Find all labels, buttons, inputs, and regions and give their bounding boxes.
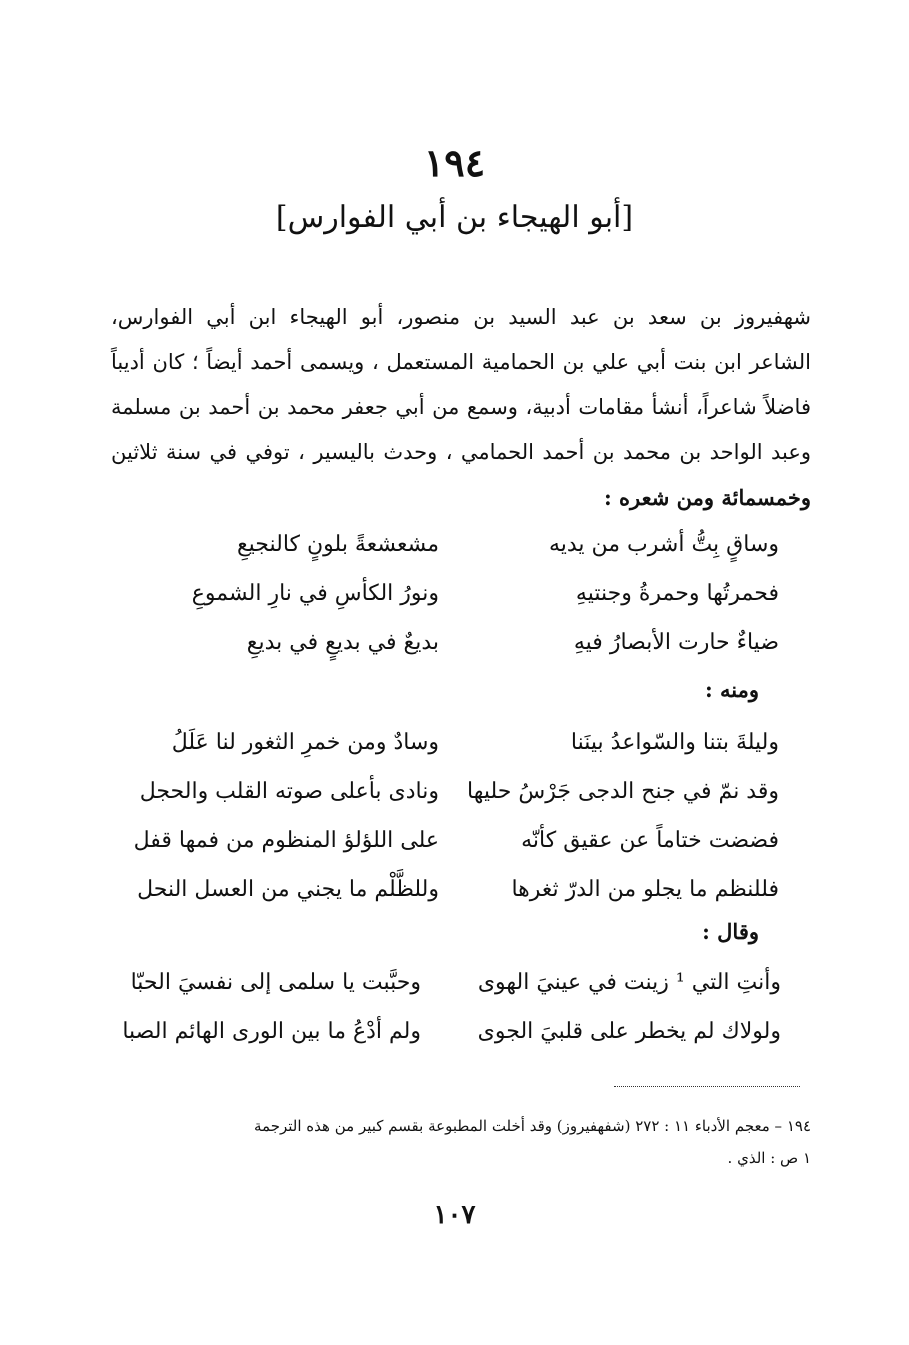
first-hemistich: ولولاك لم يخطر على قلبيَ الجوى <box>477 1019 781 1044</box>
verse-line <box>119 569 779 618</box>
verse-line <box>119 865 779 914</box>
footnote-divider <box>614 1086 800 1087</box>
second-hemistich: على اللؤلؤ المنظوم من فمها قفل <box>133 828 439 853</box>
poem-2 <box>119 718 779 914</box>
entry-number: ١٩٤ <box>423 140 486 185</box>
footnotes <box>111 1110 811 1174</box>
first-hemistich: وقد نمّ في جنح الدجى جَرْسُ حليها <box>467 779 779 804</box>
prose-line: وخمسمائة ومن شعره : <box>603 485 811 510</box>
second-hemistich: وسادٌ ومن خمرِ الثغور لنا عَلَلُ <box>171 730 439 755</box>
entry-title: [أبو الهيجاء بن أبي الفوارس] <box>275 200 634 235</box>
first-hemistich: ضياءٌ حارت الأبصارُ فيهِ <box>573 630 779 655</box>
poem-1 <box>119 520 779 667</box>
first-hemistich: فضضت ختاماً عن عقيق كأنّه <box>521 828 779 853</box>
verse-line <box>119 816 779 865</box>
second-hemistich: مشعشعةً بلونٍ كالنجيعِ <box>236 532 439 557</box>
verse-line <box>119 767 779 816</box>
second-hemistich: ولم أدْعُ ما بين الورى الهائم الصبا <box>122 1019 421 1044</box>
second-hemistich: ونورُ الكأسِ في نارِ الشموعِ <box>191 581 439 606</box>
prose-line: الشاعر ابن بنت أبي علي بن الحمامية المستعمل ، ويسمى أحمد أيضاً ؛ كان أديباً <box>111 350 811 374</box>
verse-line <box>119 718 779 767</box>
second-hemistich: وللظَّلْم ما يجني من العسل النحل <box>137 877 439 902</box>
verse-line <box>119 618 779 667</box>
footnote: ١٩٤ – معجم الأدباء ١١ : ٢٧٢ (شفهفيروز) وقد أخلت المطبوعة بقسم كبير من هذه الترجمة <box>254 1117 811 1135</box>
first-hemistich: فللنظم ما يجلو من الدرّ ثغرها <box>511 877 779 902</box>
prose-line: فاضلاً شاعراً، أنشأ مقامات أدبية، وسمع من أبي جعفر محمد بن أحمد بن مسلمة <box>111 395 811 419</box>
second-hemistich: ونادى بأعلى صوته القلب والحجل <box>139 779 439 804</box>
first-hemistich: وليلةَ بتنا والسّواعدُ بينَنا <box>570 730 779 755</box>
prose-line: وعبد الواحد بن محمد بن أحمد الحمامي ، وحدث باليسير ، توفي في سنة ثلاثين <box>111 440 811 464</box>
verse-line <box>119 520 779 569</box>
prose-line: شهفيروز بن سعد بن عبد السيد بن منصور، أبو الهيجاء ابن أبي الفوارس، <box>111 305 811 329</box>
first-hemistich: وساقٍ بِتُّ أشرب من يديه <box>548 532 779 557</box>
footnote: ١ ص : الذي . <box>727 1149 811 1167</box>
biography-text <box>111 295 811 520</box>
poem-intro: ومنه : <box>704 677 759 702</box>
poem-intro: وقال : <box>702 919 759 944</box>
poem-3 <box>101 958 781 1056</box>
first-hemistich: وأنتِ التي ¹ زينت في عينيَ الهوى <box>477 970 781 995</box>
verse-line <box>101 958 781 1007</box>
verse-line <box>101 1007 781 1056</box>
page-number: ١٠٧ <box>433 1200 476 1230</box>
first-hemistich: فحمرتُها وحمرةُ وجنتيهِ <box>575 581 779 606</box>
second-hemistich: بديعٌ في بديعٍ في بديعِ <box>246 630 439 655</box>
second-hemistich: وحبَّبت يا سلمى إلى نفسيَ الحبّا <box>130 970 421 995</box>
